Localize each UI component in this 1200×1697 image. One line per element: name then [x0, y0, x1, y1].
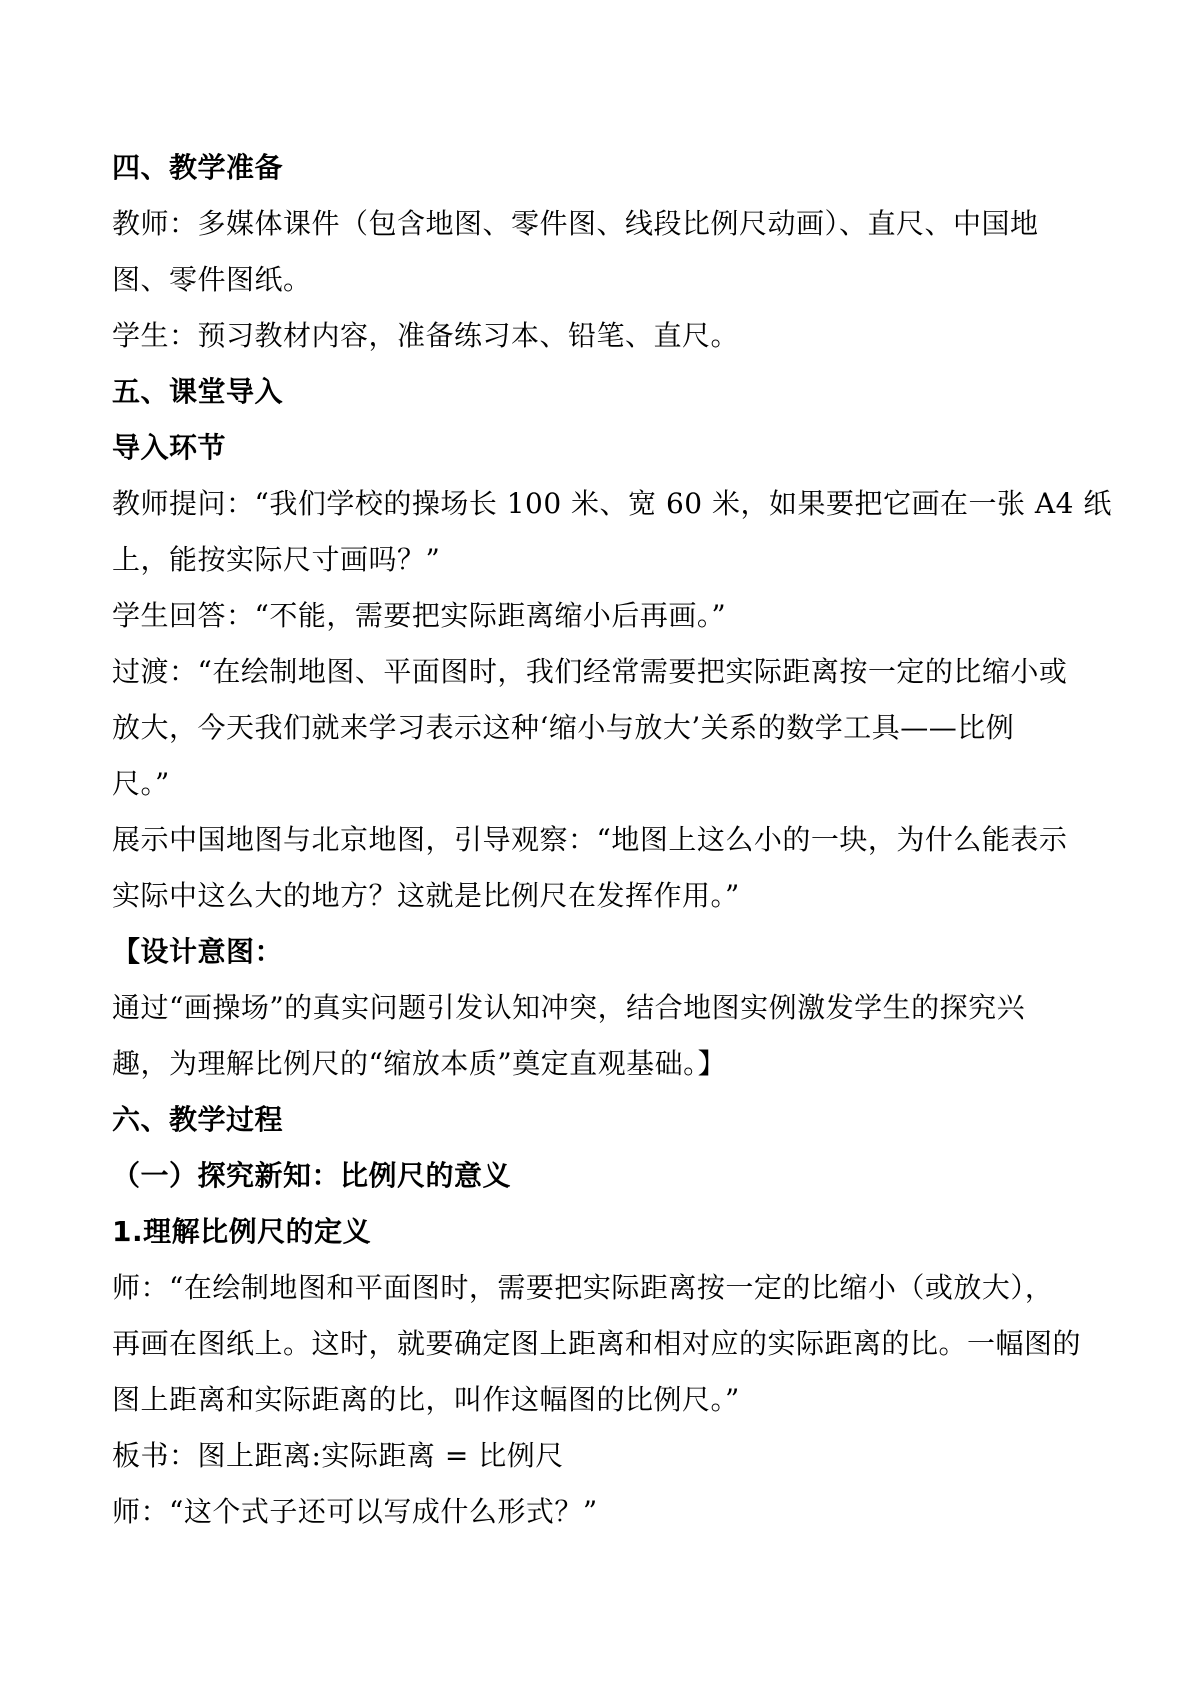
paragraph-line: 师：“这个式子还可以写成什么形式？” [112, 1495, 598, 1528]
board-formula-line: 板书：图上距离:实际距离 = 比例尺 [112, 1439, 564, 1472]
paragraph-line: 过渡：“在绘制地图、平面图时，我们经常需要把实际距离按一定的比缩小或 [112, 655, 1068, 688]
section-heading-introduction: 五、课堂导入 [112, 375, 284, 408]
paragraph-line: 实际中这么大的地方？这就是比例尺在发挥作用。” [112, 879, 740, 912]
subheading-intro-step: 导入环节 [112, 431, 227, 464]
paragraph-line: 学生：预习教材内容，准备练习本、铅笔、直尺。 [112, 319, 740, 352]
paragraph-line: 尺。” [112, 767, 170, 800]
paragraph-line: 趣，为理解比例尺的“缩放本质”奠定直观基础。】 [112, 1047, 727, 1080]
paragraph-line: 师：“在绘制地图和平面图时，需要把实际距离按一定的比缩小（或放大）， [112, 1271, 1054, 1304]
subheading-explore: （一）探究新知：比例尺的意义 [112, 1159, 512, 1192]
paragraph-line: 通过“画操场”的真实问题引发认知冲突，结合地图实例激发学生的探究兴 [112, 991, 1026, 1024]
paragraph-line: 再画在图纸上。这时，就要确定图上距离和相对应的实际距离的比。一幅图的 [112, 1327, 1082, 1360]
section-heading-preparation: 四、教学准备 [112, 151, 284, 184]
paragraph-line: 放大，今天我们就来学习表示这种‘缩小与放大’关系的数学工具——比例 [112, 711, 1015, 744]
design-intent-heading: 【设计意图： [112, 935, 284, 968]
paragraph-line: 教师：多媒体课件（包含地图、零件图、线段比例尺动画）、直尺、中国地 [112, 207, 1039, 240]
paragraph-line: 学生回答：“不能，需要把实际距离缩小后再画。” [112, 599, 727, 632]
document-body [112, 140, 1112, 1540]
subheading-definition: 1.理解比例尺的定义 [112, 1215, 372, 1248]
paragraph-line: 教师提问：“我们学校的操场长 100 米、宽 60 米，如果要把它画在一张 A4 纸 [112, 487, 1112, 520]
paragraph-line: 上，能按实际尺寸画吗？” [112, 543, 441, 576]
section-heading-process: 六、教学过程 [112, 1103, 284, 1136]
paragraph-line: 展示中国地图与北京地图，引导观察：“地图上这么小的一块，为什么能表示 [112, 823, 1068, 856]
paragraph-line: 图上距离和实际距离的比，叫作这幅图的比例尺。” [112, 1383, 740, 1416]
paragraph-line: 图、零件图纸。 [112, 263, 312, 296]
